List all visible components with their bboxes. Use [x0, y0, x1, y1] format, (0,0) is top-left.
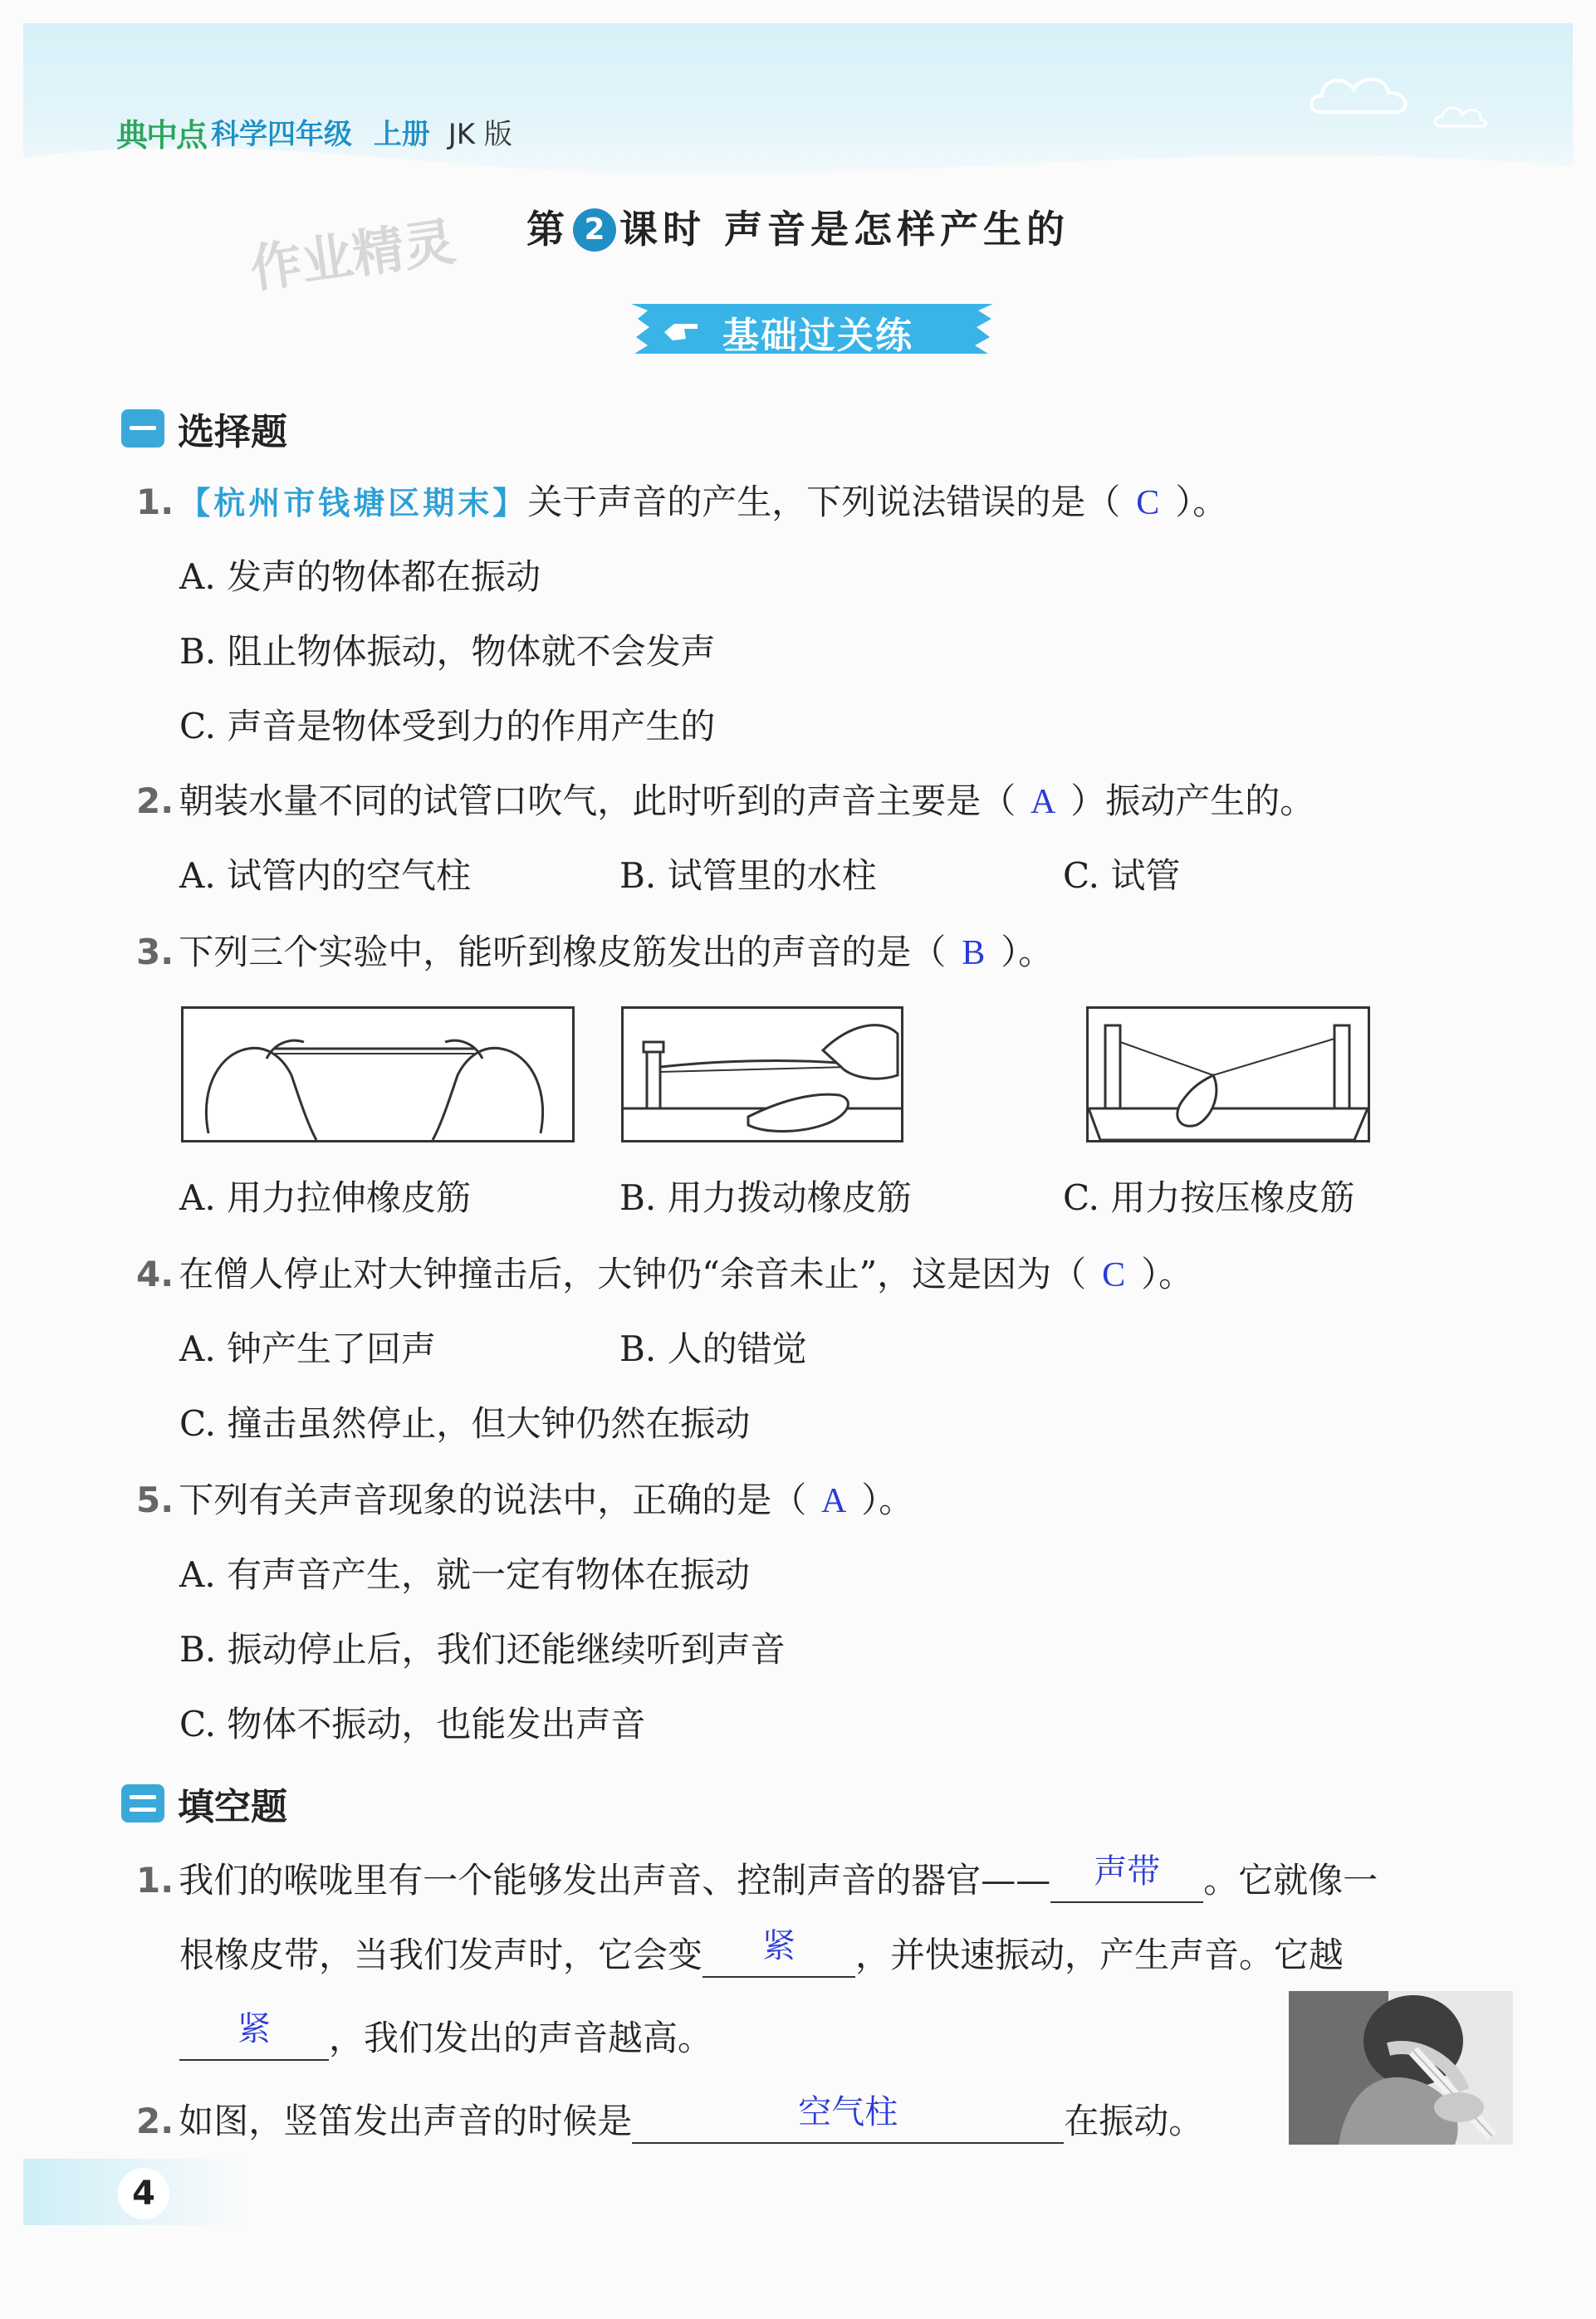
fill-question-1-line3: 紧 ，我们发出的声音越高。 — [179, 2011, 712, 2061]
recorder-photo — [1289, 1991, 1513, 2145]
question-2: 2. 朝装水量不同的试管口吹气，此时听到的声音主要是（ A ）振动产生的。 — [136, 780, 1315, 821]
option: A. 用力拉伸橡皮筋 — [179, 1177, 472, 1218]
answer: A — [821, 1482, 847, 1520]
answer: C — [1102, 1256, 1126, 1294]
answer: C — [1136, 484, 1160, 522]
option: B. 人的错觉 — [619, 1328, 807, 1369]
fill-question-2: 2. 如图，竖笛发出声音的时候是 空气柱 在振动。 — [136, 2094, 1203, 2144]
question-1: 1. 【杭州市钱塘区期末】关于声音的产生，下列说法错误的是（ C ）。 — [136, 482, 1228, 522]
question-5: 5. 下列有关声音现象的说法中，正确的是（ A ）。 — [136, 1480, 914, 1520]
option: C. 物体不振动，也能发出声音 — [179, 1704, 646, 1744]
option: C. 撞击虽然停止，但大钟仍然在振动 — [179, 1403, 751, 1444]
section-banner-label: 基础过关练 — [722, 315, 913, 357]
option: B. 用力拨动橡皮筋 — [619, 1177, 912, 1218]
answer: A — [1031, 783, 1056, 821]
question-3: 3. 下列三个实验中，能听到橡皮筋发出的声音的是（ B ）。 — [136, 932, 1054, 972]
page-number: 4 — [118, 2168, 169, 2219]
answer: B — [962, 934, 986, 972]
lesson-number: 2 — [573, 208, 616, 252]
answer-blank: 空气柱 — [632, 2097, 1064, 2144]
option: A. 钟产生了回声 — [179, 1328, 437, 1369]
section-two-icon — [121, 1784, 164, 1822]
volume: 上册 — [373, 118, 430, 151]
figure-press-rubber-band — [1086, 1006, 1370, 1142]
section-banner — [631, 299, 996, 359]
question-4: 4. 在僧人停止对大钟撞击后，大钟仍“余音未止”，这是因为（ C ）。 — [136, 1254, 1194, 1294]
option: A. 发声的物体都在振动 — [179, 556, 541, 597]
watermark: 作业精灵 — [246, 211, 459, 300]
figure-stretch-rubber-band — [181, 1006, 575, 1142]
option: C. 试管 — [1063, 855, 1181, 896]
option: A. 试管内的空气柱 — [179, 855, 472, 896]
option: C. 声音是物体受到力的作用产生的 — [179, 706, 716, 746]
lesson-title: 第 2 课时 声音是怎样产生的 — [526, 207, 1070, 252]
answer-blank: 紧 — [179, 2014, 329, 2061]
subject: 科学四年级 — [211, 118, 352, 151]
edition: JK 版 — [448, 118, 512, 151]
part-heading-fill: 填空题 — [121, 1777, 287, 1830]
option: A. 有声音产生，就一定有物体在振动 — [179, 1554, 751, 1595]
answer-blank: 声带 — [1050, 1857, 1203, 1903]
brand-logo: 典中点 — [116, 117, 207, 154]
fill-question-1-line1: 1. 我们的喉咙里有一个能够发出声音、控制声音的器官—— 声带 。它就像一 — [136, 1853, 1378, 1903]
cloud-icon — [1304, 66, 1420, 125]
cloud-icon — [1432, 100, 1491, 133]
option: B. 振动停止后，我们还能继续听到声音 — [179, 1629, 786, 1670]
option: C. 用力按压橡皮筋 — [1063, 1177, 1355, 1218]
question-source: 【杭州市钱塘区期末】 — [179, 485, 528, 521]
section-one-icon — [121, 409, 164, 448]
option: B. 阻止物体振动，物体就不会发声 — [179, 631, 716, 672]
figure-pluck-rubber-band — [621, 1006, 903, 1142]
fill-question-1-line2: 根橡皮带，当我们发声时，它会变 紧 ，并快速振动，产生声音。它越 — [179, 1928, 1344, 1978]
book-info — [211, 111, 512, 152]
answer-blank: 紧 — [703, 1931, 855, 1978]
option: B. 试管里的水柱 — [619, 855, 877, 896]
part-heading-choice: 选择题 — [121, 402, 287, 455]
